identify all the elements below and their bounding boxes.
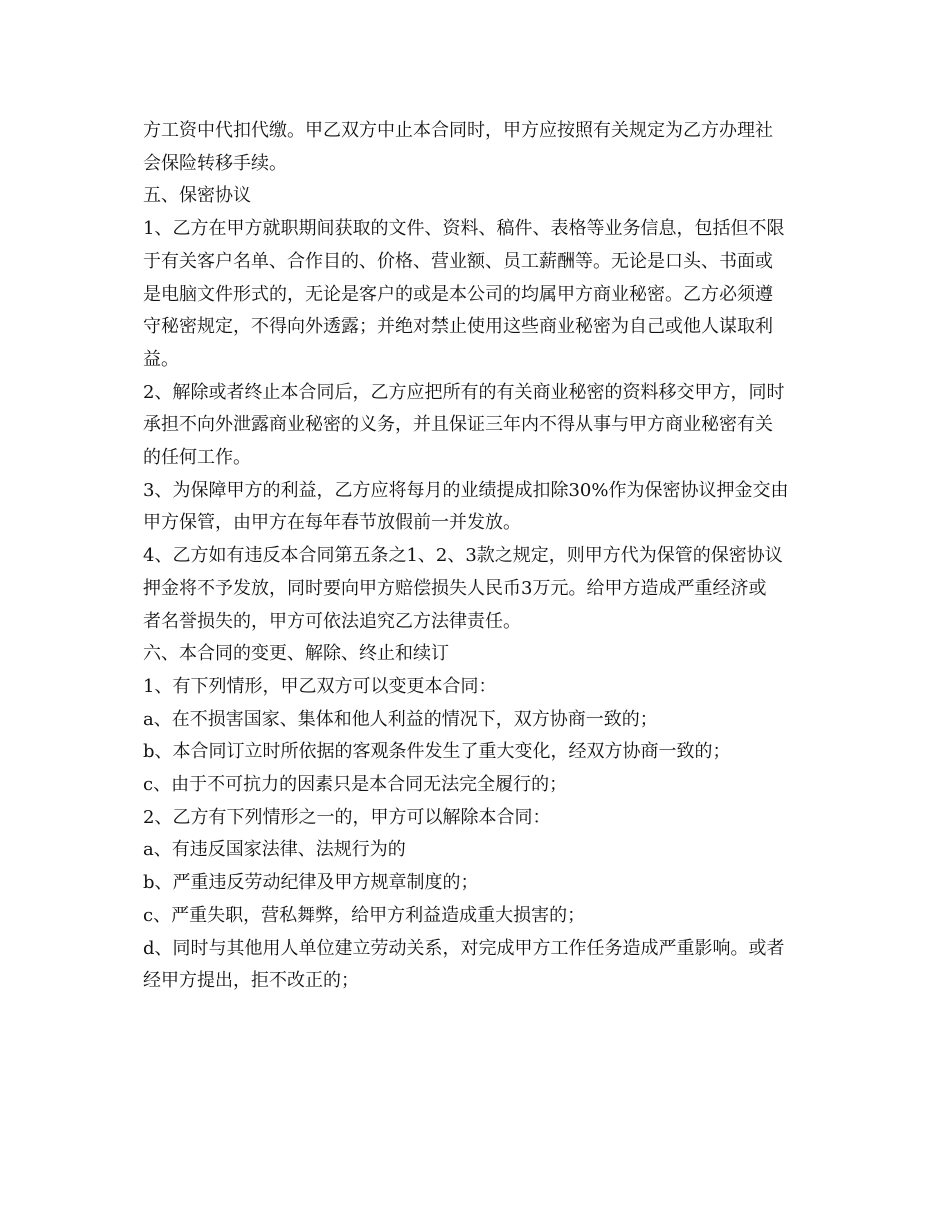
heading-confidentiality: 五、保密协议 xyxy=(143,185,251,207)
paragraph-confidentiality-2: 2、解除或者终止本合同后，乙方应把所有的有关商业秘密的资料移交甲方，同时 承担不向外泄露商业秘密的义务，并且保证三年内不得从事与甲方商业秘密有关 的任何工作。 xyxy=(143,381,785,469)
document-body xyxy=(143,115,808,998)
paragraph-change-conditions: 1、有下列情形，甲乙双方可以变更本合同： xyxy=(143,675,497,697)
list-item-change-a: a、在不损害国家、集体和他人利益的情况下，双方协商一致的； xyxy=(143,708,658,730)
paragraph-social-insurance: 方工资中代扣代缴。甲乙双方中止本合同时，甲方应按照有关规定为乙方办理社 会保险转移手续。 xyxy=(143,120,773,174)
list-item-change-b: b、本合同订立时所依据的客观条件发生了重大变化，经双方协商一致的； xyxy=(143,741,731,763)
list-item-termination-c: c、严重失职，营私舞弊，给甲方利益造成重大损害的； xyxy=(143,904,586,926)
paragraph-confidentiality-4: 4、乙方如有违反本合同第五条之1、2、3款之规定，则甲方代为保管的保密协议 押金将不予发放，同时要向甲方赔偿损失人民币3万元。给甲方造成严重经济或 者名誉损失的，甲方可依法追究乙方法律责任。 xyxy=(143,545,783,632)
list-item-termination-b: b、严重违反劳动纪律及甲方规章制度的； xyxy=(143,872,479,894)
list-item-termination-d: d、同时与其他用人单位建立劳动关系，对完成甲方工作任务造成严重影响。或者 经甲方提出，拒不改正的； xyxy=(143,937,785,992)
heading-contract-changes: 六、本合同的变更、解除、终止和续订 xyxy=(143,643,449,665)
paragraph-termination-conditions: 2、乙方有下列情形之一的，甲方可以解除本合同： xyxy=(143,806,551,828)
paragraph-confidentiality-1: 1、乙方在甲方就职期间获取的文件、资料、稿件、表格等业务信息，包括但不限 于有关客户名单、合作目的、价格、营业额、员工薪酬等。无论是口头、书面或 是电脑文件形式的，无论是客户的或是本公司的均属甲方商业秘密。乙方必须遵 守秘密规定，不得向外透露；并绝对禁止使用这些商业秘密为自己或他人谋取利 益。 xyxy=(143,218,785,370)
paragraph-confidentiality-3: 3、为保障甲方的利益，乙方应将每月的业绩提成扣除30%作为保密协议押金交由 甲方保管，由甲方在每年春节放假前一并发放。 xyxy=(143,479,789,534)
list-item-change-c: c、由于不可抗力的因素只是本合同无法完全履行的； xyxy=(143,774,568,796)
list-item-termination-a: a、有违反国家法律、法规行为的 xyxy=(143,839,406,861)
